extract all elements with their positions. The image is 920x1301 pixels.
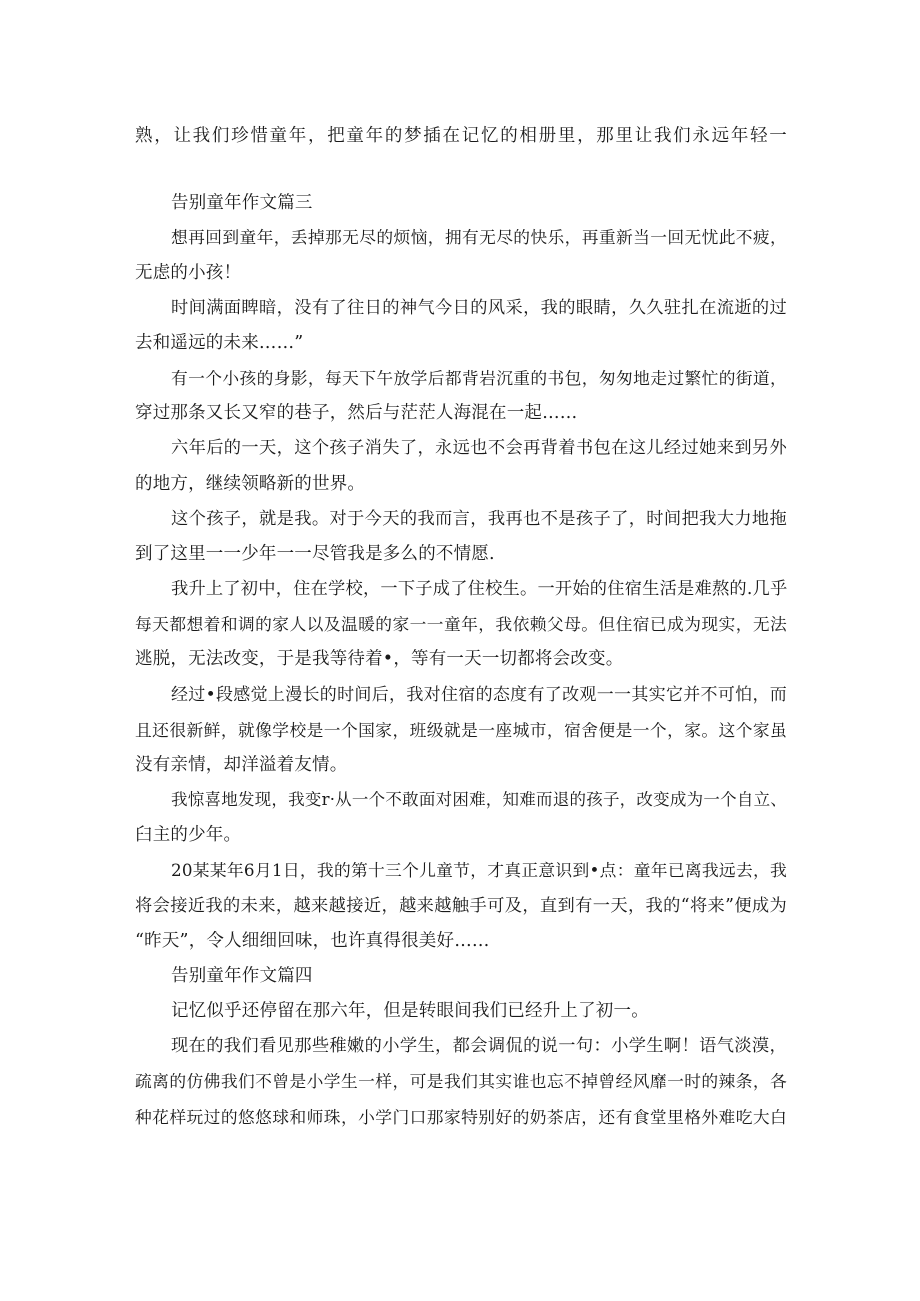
text-line: 无虑的小孩！ [135, 263, 242, 283]
text-line: 我惊喜地发现，我变r·从一个不敢面对困难，知难而退的孩子，改变成为一个自立、 [171, 790, 787, 809]
text-line: 臼主的少年。 [135, 825, 242, 845]
text-line: 20某某年6月1日，我的第十三个儿童节，才真正意识到•点：童年已离我远去，我 [171, 860, 787, 880]
text-line: 这个孩子，就是我。对于今天的我而言，我再也不是孩子了，时间把我大力地拖 [171, 509, 787, 529]
text-line: 逃脱，无法改变，于是我等待着•，等有一天一切都将会改变。 [135, 649, 624, 669]
text-line: 现在的我们看见那些稚嫩的小学生，都会调侃的说一句：小学生啊！语气淡漠， [171, 1036, 787, 1056]
text-line: 去和遥远的未来……” [135, 333, 304, 353]
text-line: 每天都想着和调的家人以及温暖的家一一童年，我依赖父母。但住宿已成为现实，无法 [135, 614, 787, 634]
text-line: 我升上了初中，住在学校，一下子成了住校生。一开始的住宿生活是难熬的.几乎 [171, 579, 788, 599]
text-line: 时间满面睥暗，没有了往日的神气今日的风采，我的眼睛，久久驻扎在流逝的过 [171, 298, 787, 318]
text-line: 想再回到童年，丢掉那无尽的烦恼，拥有无尽的快乐，再重新当一回无忧此不疲， [171, 227, 787, 247]
text-line: 疏离的仿佛我们不曾是小学生一样，可是我们其实谁也忘不掉曾经风靡一时的辣条，各 [135, 1071, 787, 1091]
text-line: 六年后的一天，这个孩子消失了，永远也不会再背着书包在这儿经过她来到另外 [171, 438, 787, 458]
text-line: 种花样玩过的悠悠球和师珠，小学门口那家特别好的奶茶店，还有食堂里格外难吃大白 [135, 1107, 787, 1127]
text-line: 将会接近我的未来，越来越接近，越来越触手可及，直到有一天，我的“将来”便成为 [135, 896, 787, 916]
text-line: 熟，让我们珍惜童年，把童年的梦插在记忆的相册里，那里让我们永远年轻一 [135, 126, 787, 146]
text-line: 没有亲情，却洋溢着友情。 [135, 755, 348, 775]
text-line: 且还很新鲜，就像学校是一个国家，班级就是一座城市，宿舍便是一个，家。这个家虽 [135, 720, 787, 740]
text-line: “昨天”，令人细细回味，也许真得很美好…… [135, 931, 490, 951]
text-line: 记忆似乎还停留在那六年，但是转眼间我们已经升上了初一。 [171, 1001, 649, 1021]
section-heading: 告别童年作文篇四 [171, 966, 313, 986]
text-line: 穿过那条又长又窄的巷子，然后与茫茫人海混在一起…… [135, 403, 578, 423]
text-line: 的地方，继续领略新的世界。 [135, 474, 366, 494]
text-line: 经过•段感觉上漫长的时间后，我对住宿的态度有了改观一一其实它并不可怕，而 [171, 685, 787, 705]
section-heading: 告别童年作文篇三 [171, 193, 313, 213]
text-line: 到了这里一一少年一一尽管我是多么的不情愿. [135, 544, 495, 564]
text-line: 有一个小孩的身影，每天下午放学后都背岩沉重的书包，匆匆地走过繁忙的街道， [171, 368, 787, 388]
